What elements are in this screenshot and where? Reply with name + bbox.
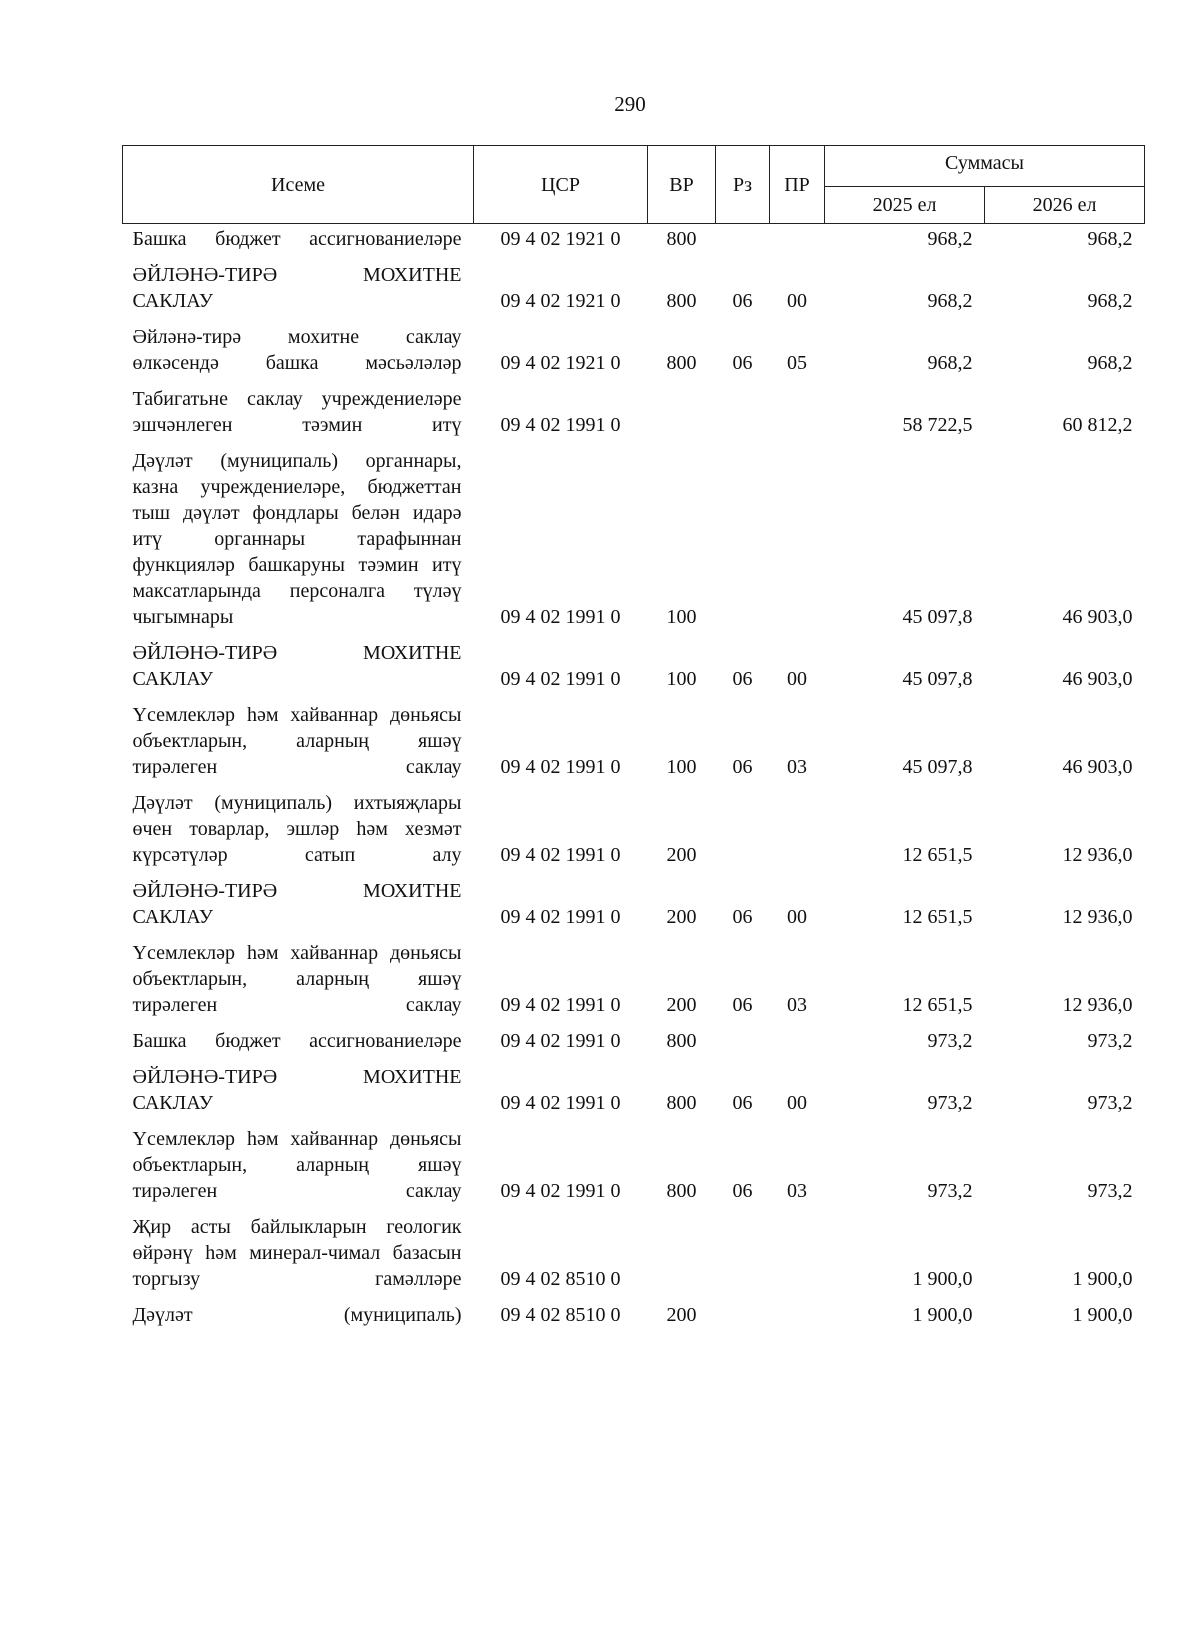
table-row [123, 635, 1145, 697]
row-amount-2026: 46 903,0 [1062, 606, 1133, 628]
row-amount-2026: 46 903,0 [1062, 756, 1133, 778]
table-body [123, 224, 1145, 1334]
header-name: Исеме [123, 146, 474, 224]
row-amount-2026: 46 903,0 [1062, 668, 1133, 690]
table-row [123, 1297, 1145, 1333]
row-vr: 200 [666, 844, 697, 866]
header-pr: ПР [770, 146, 825, 224]
row-rz [716, 785, 770, 873]
row-csr: 09 4 02 1991 0 [500, 1092, 621, 1114]
row-amount-2026: 1 900,0 [1072, 1304, 1133, 1326]
table-row [123, 1121, 1145, 1209]
row-vr: 800 [666, 352, 697, 374]
header-vr: ВР [648, 146, 716, 224]
table-row [123, 381, 1145, 443]
row-name: Башка бюджет ассигнованиеләре [132, 1030, 462, 1052]
row-name: Дәүләт (муниципаль) [132, 1304, 462, 1326]
row-amount-2025: 1 900,0 [912, 1268, 973, 1290]
row-name: ӘЙЛӘНӘ-ТИРӘ МОХИТНЕ САКЛАУ [132, 1066, 462, 1114]
row-pr [770, 224, 825, 258]
row-amount-2026: 12 936,0 [1062, 906, 1133, 928]
table-row [123, 1059, 1145, 1121]
row-vr: 100 [666, 668, 697, 690]
row-csr: 09 4 02 1991 0 [500, 414, 621, 436]
row-vr: 100 [666, 756, 697, 778]
table-row [123, 443, 1145, 635]
row-vr: 800 [666, 228, 697, 250]
row-vr: 800 [666, 1092, 697, 1114]
row-rz [716, 381, 770, 443]
row-rz [716, 1297, 770, 1333]
row-rz [716, 1209, 770, 1297]
row-pr: 03 [787, 756, 807, 778]
table-row [123, 257, 1145, 319]
page-number: 290 [614, 92, 646, 116]
table-row [123, 935, 1145, 1023]
table-row [123, 1023, 1145, 1059]
row-name: ӘЙЛӘНӘ-ТИРӘ МОХИТНЕ САКЛАУ [132, 642, 462, 690]
row-amount-2026: 968,2 [1087, 352, 1133, 374]
row-csr: 09 4 02 1991 0 [500, 1030, 621, 1052]
row-amount-2026: 968,2 [1087, 290, 1133, 312]
row-rz [716, 1023, 770, 1059]
row-pr: 00 [787, 1092, 807, 1114]
row-amount-2025: 45 097,8 [902, 668, 973, 690]
row-csr: 09 4 02 1921 0 [500, 228, 621, 250]
row-amount-2026: 973,2 [1087, 1030, 1133, 1052]
row-pr: 03 [787, 1180, 807, 1202]
row-vr: 800 [666, 1030, 697, 1052]
row-pr [770, 785, 825, 873]
row-name: Үсемлекләр һәм хайваннар дөньясы объектларын, аларның яшәү тирәлеген саклау [132, 942, 462, 1016]
row-pr: 05 [787, 352, 807, 374]
header-year-2026: 2026 ел [985, 187, 1145, 224]
row-vr [648, 1209, 716, 1297]
header-sums: Суммасы [825, 146, 1145, 187]
row-amount-2025: 45 097,8 [902, 756, 973, 778]
row-amount-2025: 968,2 [927, 290, 973, 312]
row-amount-2025: 968,2 [927, 228, 973, 250]
row-rz: 06 [732, 352, 753, 374]
row-csr: 09 4 02 1991 0 [500, 668, 621, 690]
table-row [123, 697, 1145, 785]
row-csr: 09 4 02 8510 0 [500, 1304, 621, 1326]
row-amount-2026: 1 900,0 [1072, 1268, 1133, 1290]
table-row [123, 785, 1145, 873]
row-name: Дәүләт (муниципаль) ихтыяҗлары өчен товарлар, эшләр һәм хезмәт күрсәтүләр сатып алу [132, 792, 462, 866]
row-pr [770, 1209, 825, 1297]
row-amount-2025: 1 900,0 [912, 1304, 973, 1326]
table-row [123, 873, 1145, 935]
row-pr [770, 1297, 825, 1333]
row-rz: 06 [732, 1180, 753, 1202]
row-pr: 03 [787, 994, 807, 1016]
row-amount-2025: 45 097,8 [902, 606, 973, 628]
row-pr: 00 [787, 906, 807, 928]
row-rz: 06 [732, 1092, 753, 1114]
row-amount-2026: 60 812,2 [1062, 414, 1133, 436]
row-amount-2025: 968,2 [927, 352, 973, 374]
row-vr: 200 [666, 1304, 697, 1326]
row-rz [716, 443, 770, 635]
table-header [123, 146, 1145, 224]
row-vr: 800 [666, 1180, 697, 1202]
row-csr: 09 4 02 1921 0 [500, 352, 621, 374]
row-name: Башка бюджет ассигнованиеләре [132, 228, 462, 250]
row-pr [770, 381, 825, 443]
row-pr [770, 443, 825, 635]
row-name: Әйләнә-тирә мохитне саклау өлкәсендә башка мәсьәләләр [132, 326, 462, 374]
row-rz [716, 224, 770, 258]
row-amount-2025: 973,2 [927, 1030, 973, 1052]
row-rz: 06 [732, 756, 753, 778]
row-csr: 09 4 02 8510 0 [500, 1268, 621, 1290]
row-csr: 09 4 02 1991 0 [500, 756, 621, 778]
table-row [123, 224, 1145, 258]
row-amount-2026: 12 936,0 [1062, 844, 1133, 866]
row-name: Үсемлекләр һәм хайваннар дөньясы объектларын, аларның яшәү тирәлеген саклау [132, 1128, 462, 1202]
row-name: Дәүләт (муниципаль) органнары, казна учреждениеләре, бюджеттан тыш дәүләт фондлары белән идарә итү органнары тарафыннан функцияләр башкаруны тәэмин итү максатларында персоналга түләү чыгымнары [132, 450, 462, 628]
row-vr [648, 381, 716, 443]
header-rz: Рз [716, 146, 770, 224]
header-year-2025: 2025 ел [825, 187, 985, 224]
row-name: ӘЙЛӘНӘ-ТИРӘ МОХИТНЕ САКЛАУ [132, 264, 462, 312]
row-csr: 09 4 02 1991 0 [500, 844, 621, 866]
row-name: ӘЙЛӘНӘ-ТИРӘ МОХИТНЕ САКЛАУ [132, 880, 462, 928]
row-amount-2025: 12 651,5 [902, 844, 973, 866]
row-csr: 09 4 02 1991 0 [500, 1180, 621, 1202]
row-pr [770, 1023, 825, 1059]
row-amount-2026: 12 936,0 [1062, 994, 1133, 1016]
row-amount-2026: 968,2 [1087, 228, 1133, 250]
row-rz: 06 [732, 668, 753, 690]
row-csr: 09 4 02 1991 0 [500, 606, 621, 628]
row-amount-2025: 973,2 [927, 1180, 973, 1202]
row-amount-2025: 973,2 [927, 1092, 973, 1114]
row-amount-2026: 973,2 [1087, 1092, 1133, 1114]
row-name: Табигатьне саклау учреждениеләре эшчәнлеген тәэмин итү [132, 388, 462, 436]
row-vr: 100 [666, 606, 697, 628]
row-name: Үсемлекләр һәм хайваннар дөньясы объектларын, аларның яшәү тирәлеген саклау [132, 704, 462, 778]
row-rz: 06 [732, 994, 753, 1016]
row-rz: 06 [732, 290, 753, 312]
budget-table [122, 145, 1145, 1333]
row-csr: 09 4 02 1991 0 [500, 994, 621, 1016]
table-row [123, 319, 1145, 381]
row-pr: 00 [787, 668, 807, 690]
row-name: Җир асты байлыкларын геологик өйрәнү һәм минерал-чимал базасын торгызу гамәлләре [132, 1216, 462, 1290]
row-vr: 200 [666, 906, 697, 928]
row-amount-2026: 973,2 [1087, 1180, 1133, 1202]
row-vr: 800 [666, 290, 697, 312]
row-rz: 06 [732, 906, 753, 928]
row-amount-2025: 12 651,5 [902, 994, 973, 1016]
row-amount-2025: 12 651,5 [902, 906, 973, 928]
row-csr: 09 4 02 1991 0 [500, 906, 621, 928]
row-csr: 09 4 02 1921 0 [500, 290, 621, 312]
row-pr: 00 [787, 290, 807, 312]
table-row [123, 1209, 1145, 1297]
header-csr: ЦСР [474, 146, 648, 224]
row-vr: 200 [666, 994, 697, 1016]
row-amount-2025: 58 722,5 [902, 414, 973, 436]
